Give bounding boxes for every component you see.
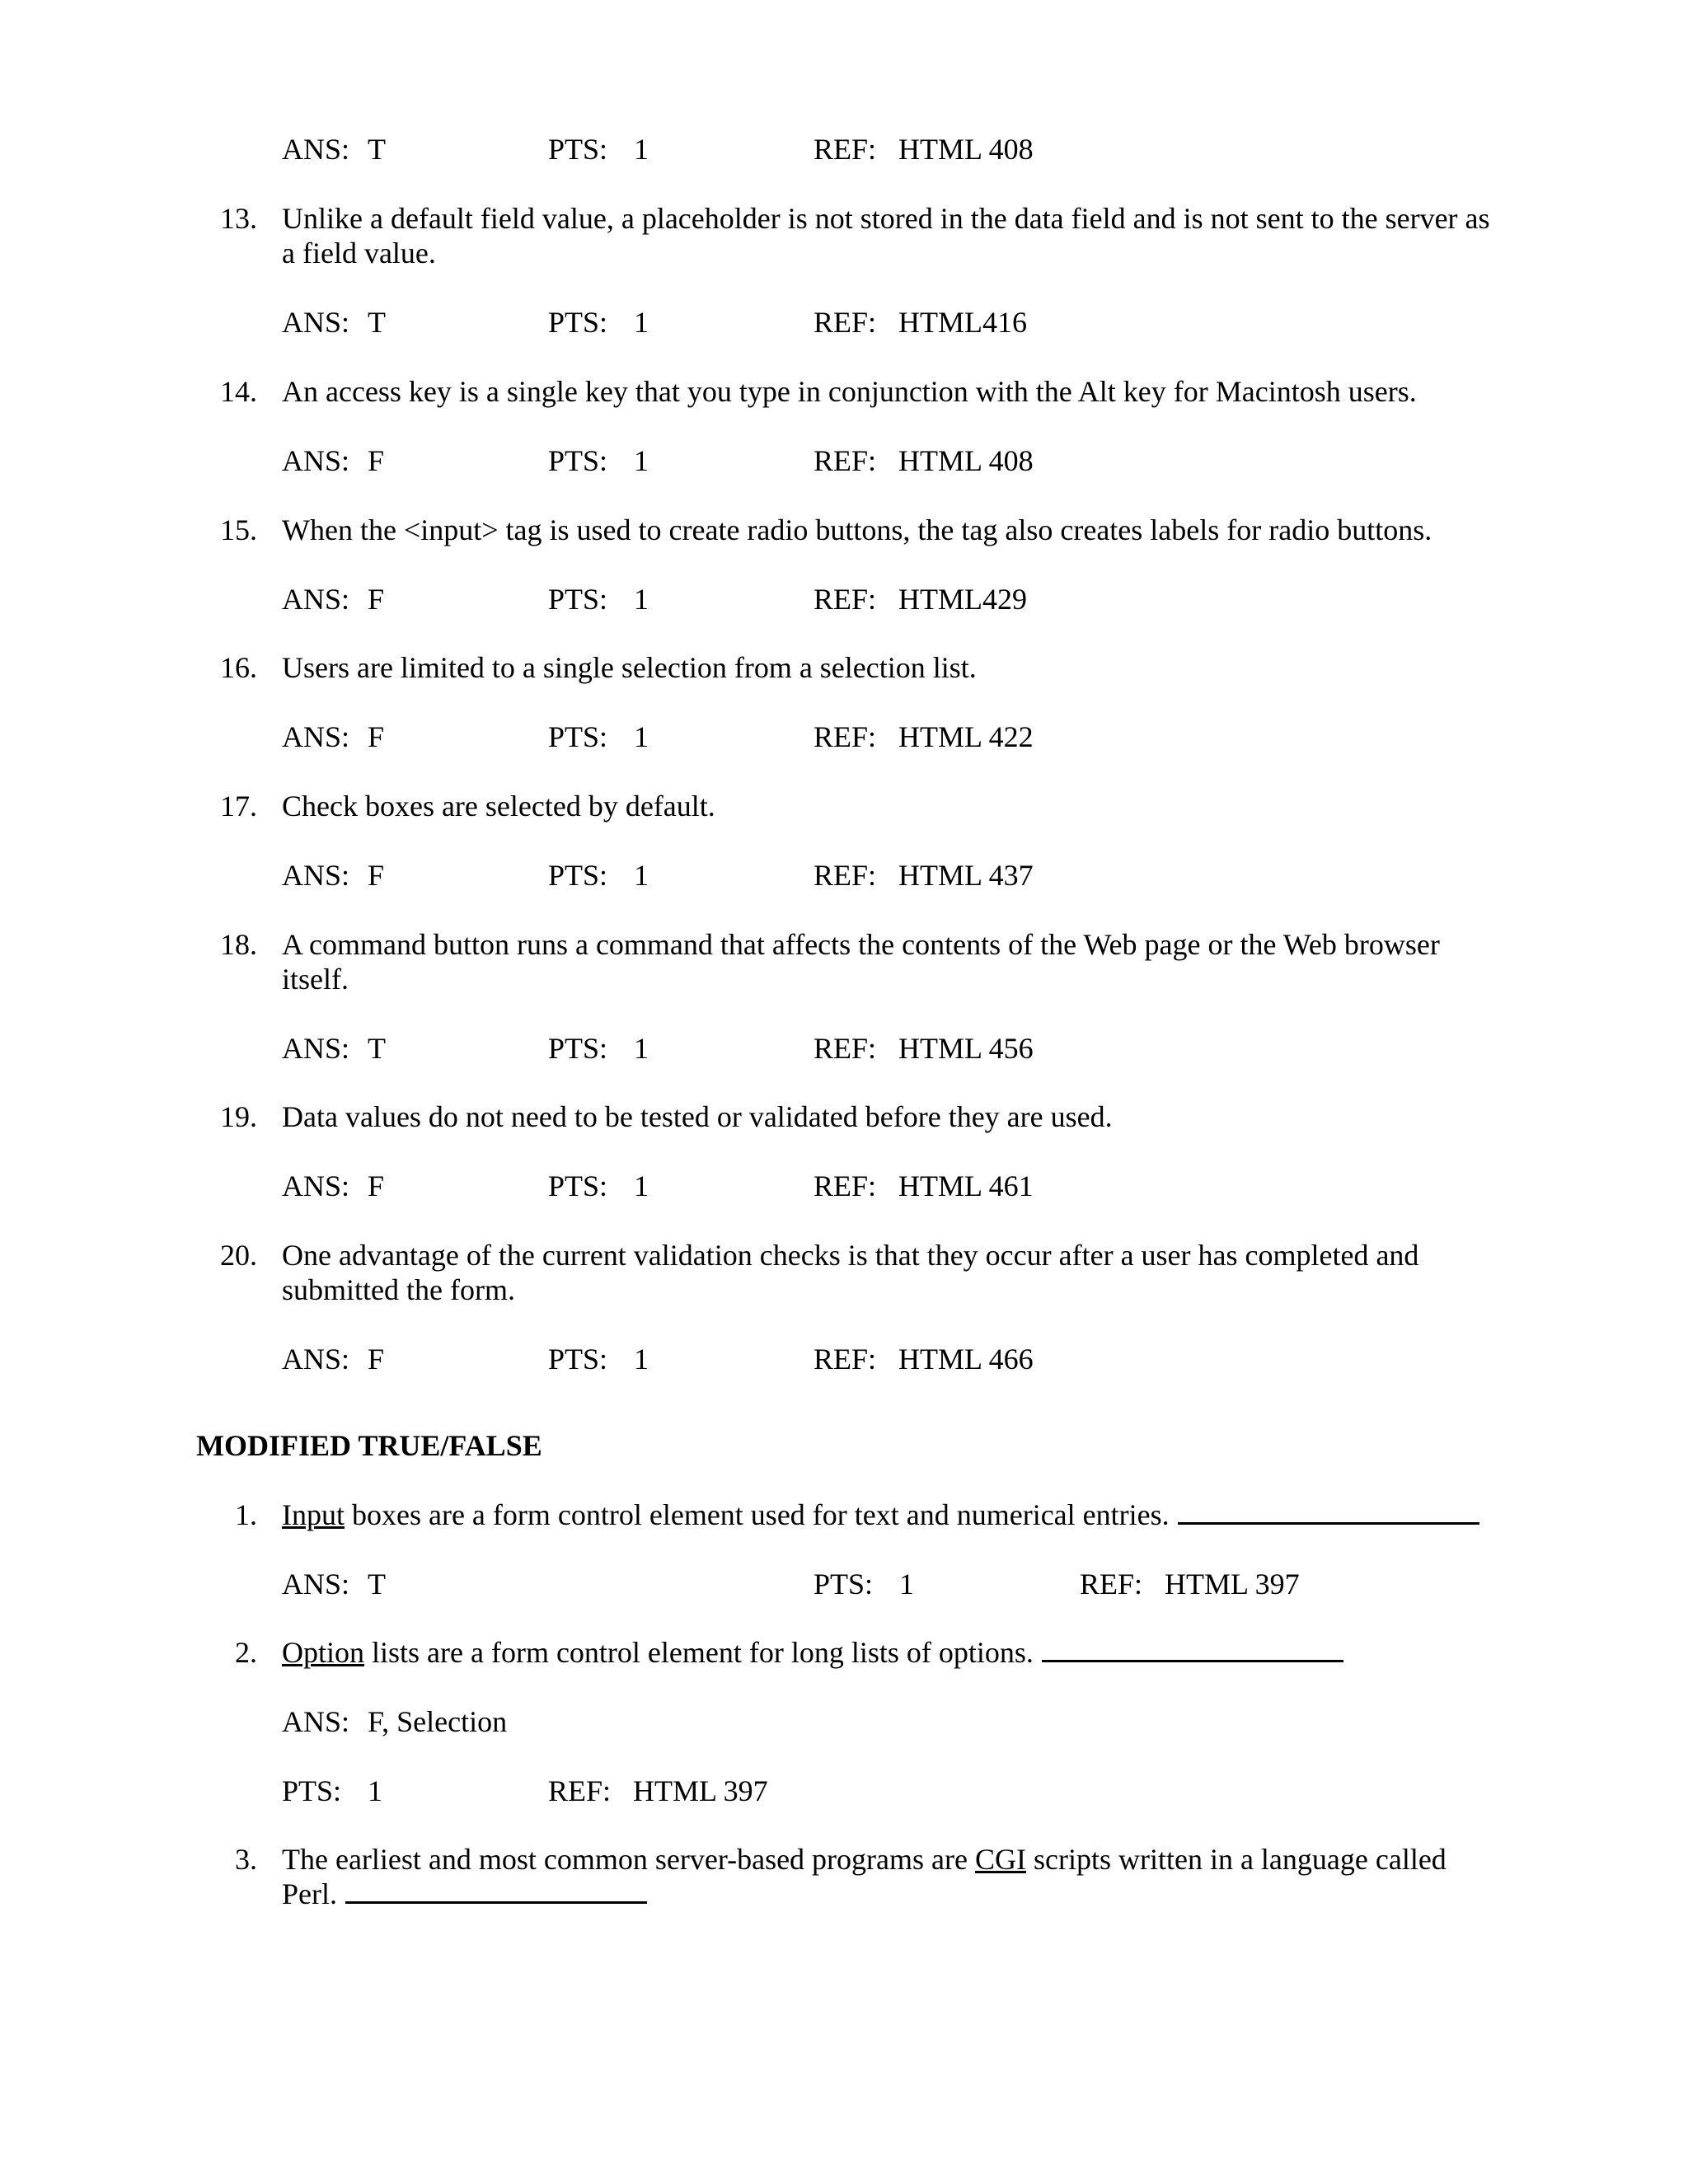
ans-label: ANS: — [282, 583, 350, 616]
question-number: 16. — [220, 651, 257, 684]
ans-value: T — [368, 1568, 386, 1601]
question-text-cont: submitted the form. — [282, 1273, 515, 1306]
pts-label: PTS: — [548, 306, 608, 339]
underlined-term: CGI — [974, 1843, 1026, 1876]
question-text-cont: a field value. — [282, 237, 436, 269]
pts-value: 1 — [634, 444, 649, 477]
answer-blank — [1178, 1497, 1479, 1525]
ref-label: REF: — [814, 306, 877, 339]
question-rest: boxes are a form control element used for text and numerical entries. — [345, 1498, 1170, 1531]
ref-value: HTML429 — [898, 583, 1027, 616]
underlined-term: Option — [282, 1636, 365, 1669]
ans-label: ANS: — [282, 133, 350, 166]
ans-value: F — [368, 444, 385, 477]
ans-label: ANS: — [282, 720, 350, 753]
ans-value: T — [368, 133, 386, 166]
ref-value: HTML 408 — [898, 133, 1034, 166]
question-text-cont — [282, 1877, 647, 1911]
ans-label: ANS: — [282, 306, 350, 339]
pts-value: 1 — [634, 1169, 649, 1202]
pts-label: PTS: — [548, 1169, 608, 1202]
ans-value: F — [368, 1169, 385, 1202]
ref-label: REF: — [814, 583, 877, 616]
pts-value: 1 — [899, 1568, 914, 1601]
pts-value: 1 — [634, 859, 649, 892]
question-text — [282, 1635, 1343, 1670]
answer-blank — [1042, 1635, 1343, 1662]
pts-value: 1 — [634, 1343, 649, 1376]
ans-label: ANS: — [282, 1169, 350, 1202]
pts-label: PTS: — [548, 583, 608, 616]
ref-label: REF: — [1080, 1568, 1143, 1601]
question-number: 18. — [220, 928, 257, 961]
ans-label: ANS: — [282, 1705, 350, 1738]
ans-value: F, Selection — [368, 1705, 508, 1738]
question-number: 2. — [235, 1636, 257, 1669]
question-rest: lists are a form control element for long lists of options. — [364, 1636, 1034, 1669]
pts-value: 1 — [634, 1032, 649, 1065]
ref-label: REF: — [814, 1343, 877, 1376]
ref-value: HTML 461 — [898, 1169, 1034, 1202]
ans-label: ANS: — [282, 1343, 350, 1376]
pts-value: 1 — [634, 583, 649, 616]
pts-label: PTS: — [548, 1032, 608, 1065]
section-heading: MODIFIED TRUE/FALSE — [196, 1429, 542, 1462]
ans-value: T — [368, 1032, 386, 1065]
question-number: 1. — [235, 1498, 257, 1531]
ref-value: HTML 422 — [898, 720, 1034, 753]
ans-label: ANS: — [282, 859, 350, 892]
question-text: Check boxes are selected by default. — [282, 790, 715, 823]
ref-label: REF: — [814, 859, 877, 892]
question-number: 15. — [220, 513, 257, 546]
ans-value: T — [368, 306, 386, 339]
question-text: Data values do not need to be tested or validated before they are used. — [282, 1100, 1113, 1133]
pts-label: PTS: — [548, 444, 608, 477]
ref-label: REF: — [814, 1169, 877, 1202]
ans-label: ANS: — [282, 1568, 350, 1601]
pts-value: 1 — [634, 306, 649, 339]
question-text — [282, 1497, 1479, 1532]
ref-label: REF: — [814, 133, 877, 166]
ans-label: ANS: — [282, 444, 350, 477]
question-text: A command button runs a command that affects the contents of the Web page or the Web browser — [282, 928, 1440, 961]
question-text-cont: itself. — [282, 963, 349, 996]
pts-label: PTS: — [548, 133, 608, 166]
question-text: Unlike a default field value, a placeholder is not stored in the data field and is not sent to the server as — [282, 202, 1490, 235]
question-text: One advantage of the current validation checks is that they occur after a user has completed and — [282, 1239, 1419, 1272]
ans-value: F — [368, 1343, 385, 1376]
ref-value: HTML 397 — [1165, 1568, 1300, 1601]
question-text: An access key is a single key that you type in conjunction with the Alt key for Macintosh users. — [282, 375, 1417, 408]
question-number: 17. — [220, 790, 257, 823]
ref-value: HTML 456 — [898, 1032, 1034, 1065]
pts-value: 1 — [368, 1774, 382, 1807]
ans-label: ANS: — [282, 1032, 350, 1065]
question-number: 13. — [220, 202, 257, 235]
ref-value: HTML416 — [898, 306, 1027, 339]
pts-value: 1 — [634, 720, 649, 753]
question-number: 14. — [220, 375, 257, 408]
ans-value: F — [368, 583, 385, 616]
question-before: The earliest and most common server-based programs are — [282, 1843, 975, 1876]
question-after: scripts written in a language called — [1025, 1843, 1447, 1876]
question-number: 3. — [235, 1843, 257, 1876]
question-text — [282, 1842, 1447, 1877]
ref-value: HTML 437 — [898, 859, 1034, 892]
ans-value: F — [368, 720, 385, 753]
question-number: 20. — [220, 1239, 257, 1272]
ref-value: HTML 408 — [898, 444, 1034, 477]
ref-label: REF: — [814, 444, 877, 477]
question-text: Users are limited to a single selection from a selection list. — [282, 651, 977, 684]
ref-label: REF: — [814, 1032, 877, 1065]
pts-label: PTS: — [282, 1774, 342, 1807]
ref-value: HTML 466 — [898, 1343, 1034, 1376]
ref-value: HTML 397 — [633, 1774, 768, 1807]
ans-value: F — [368, 859, 385, 892]
pts-label: PTS: — [548, 720, 608, 753]
ref-label: REF: — [814, 720, 877, 753]
ref-label: REF: — [548, 1774, 612, 1807]
pts-label: PTS: — [814, 1568, 874, 1601]
question-number: 19. — [220, 1100, 257, 1133]
underlined-term: Input — [282, 1498, 345, 1531]
pts-value: 1 — [634, 133, 649, 166]
pts-label: PTS: — [548, 859, 608, 892]
pts-label: PTS: — [548, 1343, 608, 1376]
question-line2: Perl. — [282, 1877, 337, 1910]
answer-blank — [345, 1877, 647, 1904]
question-text: When the <input> tag is used to create radio buttons, the tag also creates labels for radio buttons. — [282, 513, 1432, 546]
